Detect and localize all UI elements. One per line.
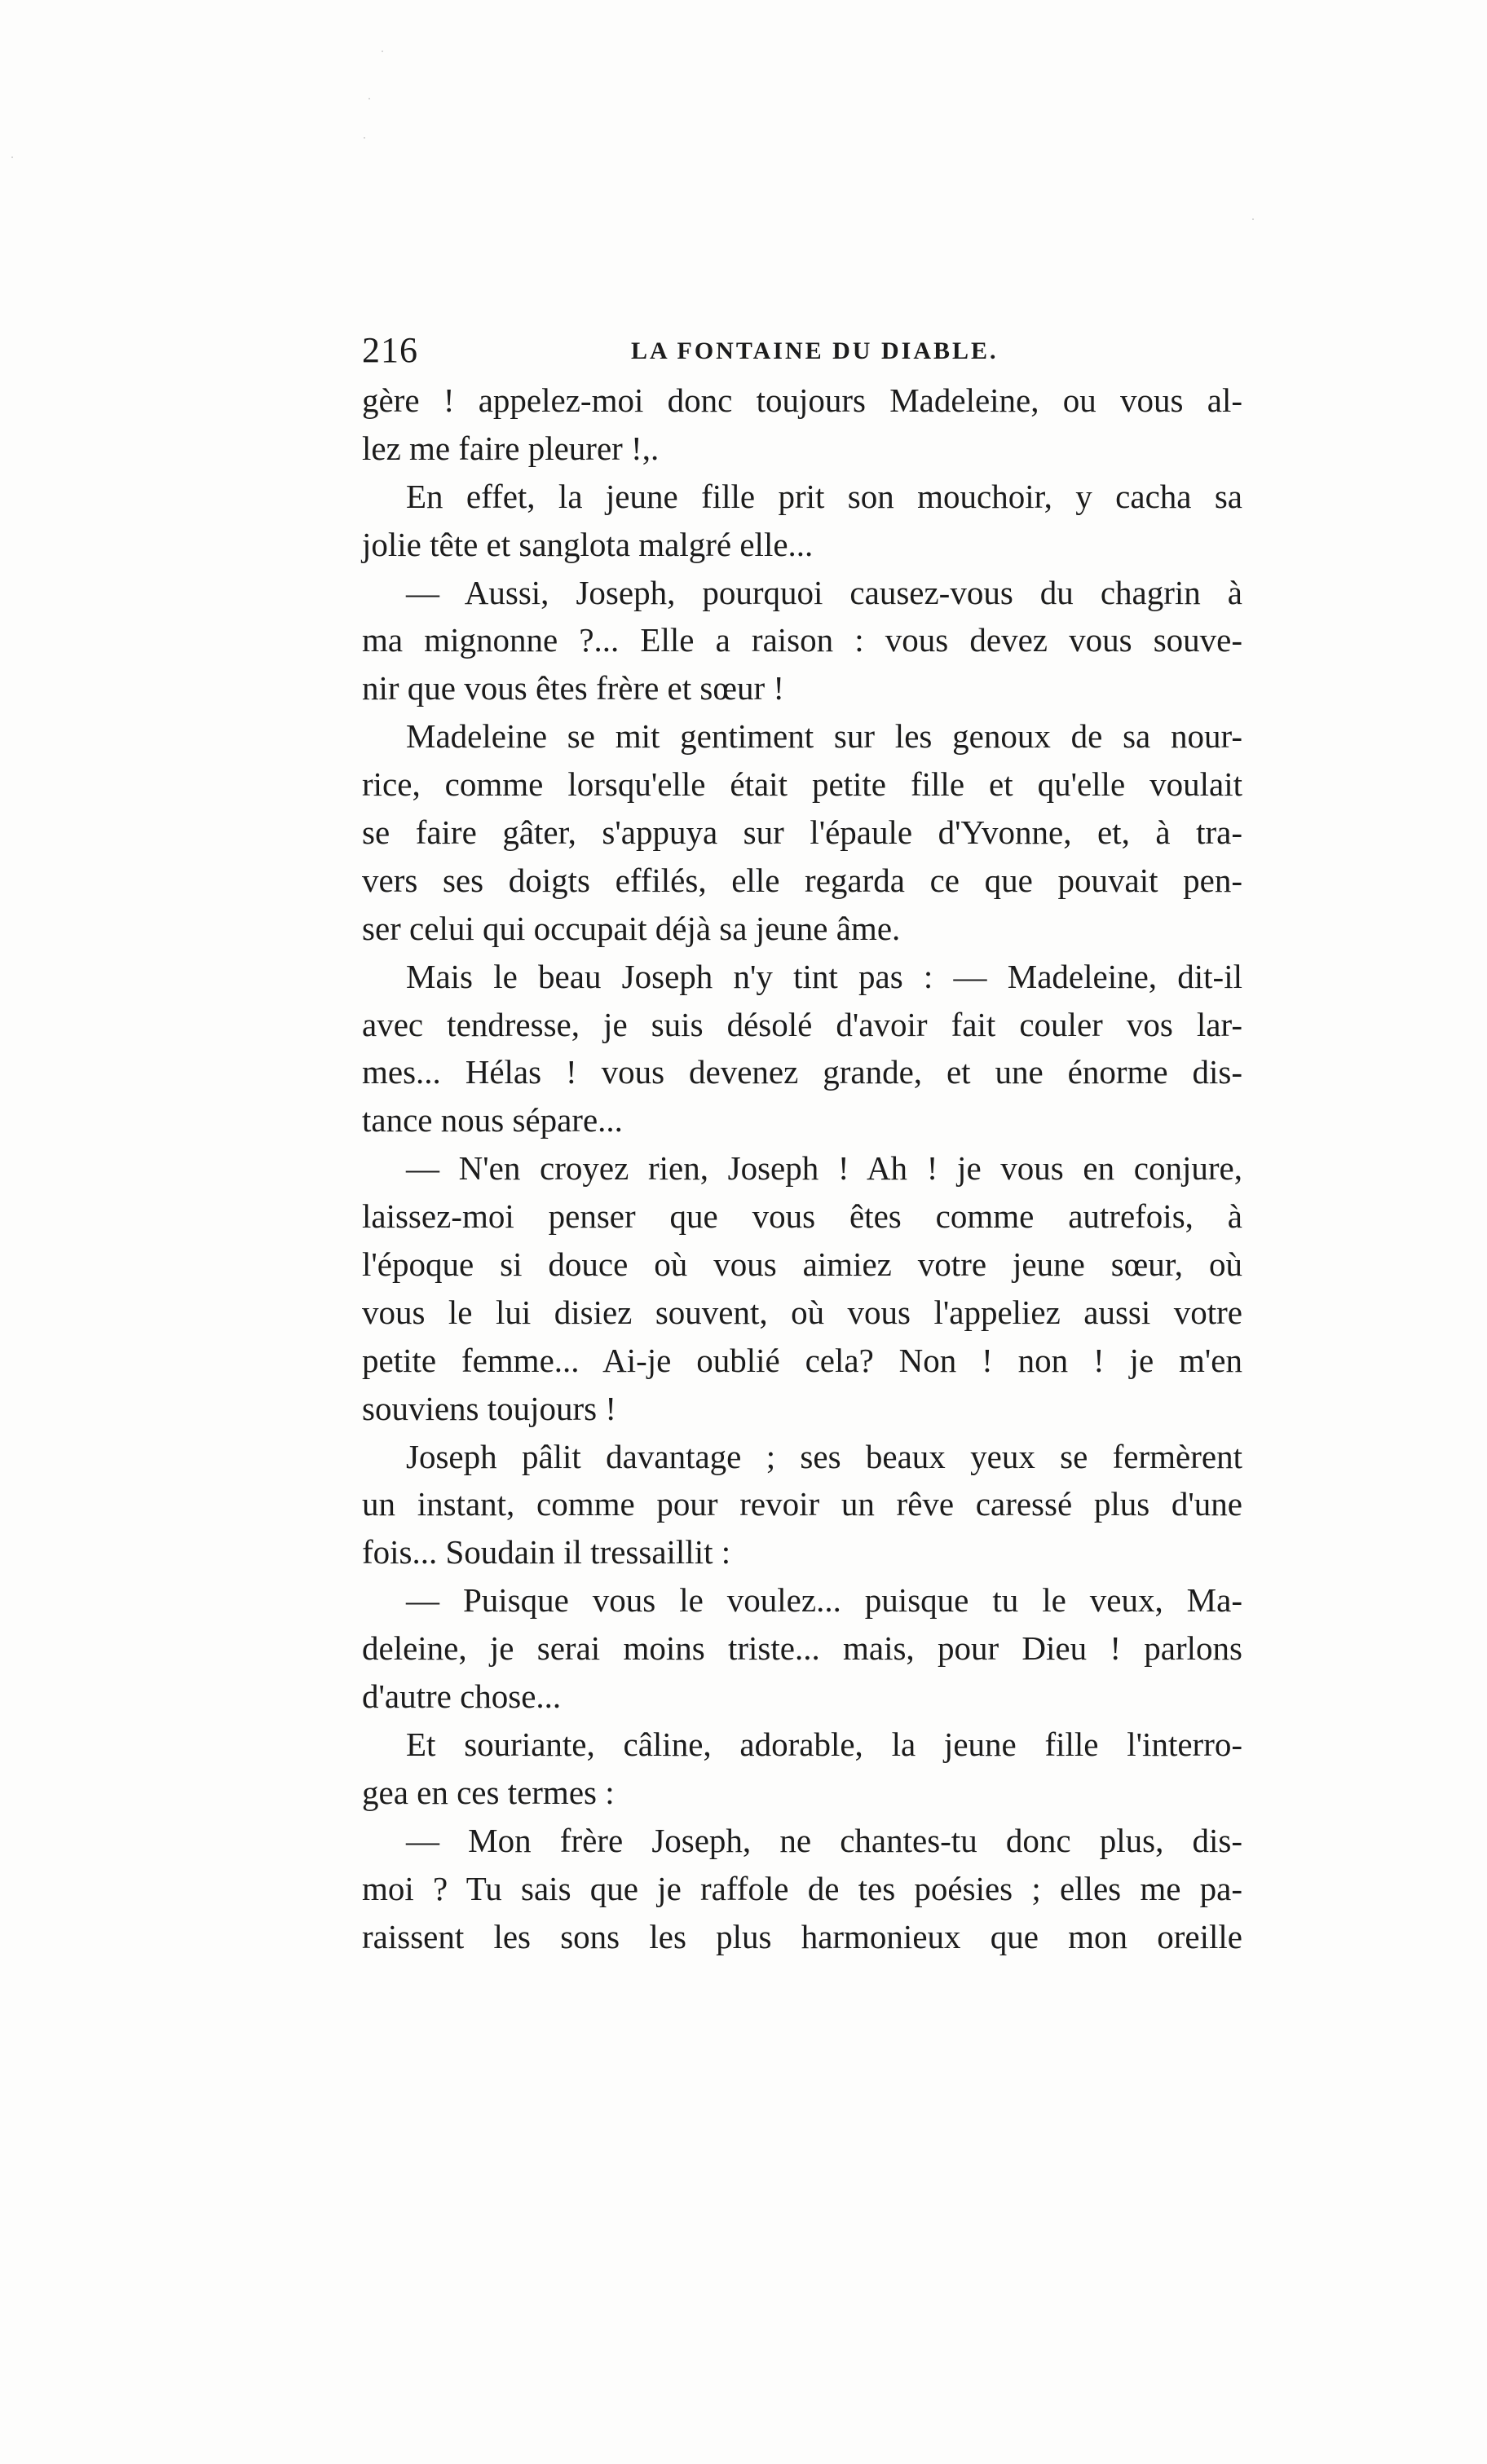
paper-speck	[1252, 218, 1254, 220]
running-title: LA FONTAINE DU DIABLE.	[631, 337, 999, 364]
text-line: vous le lui disiez souvent, où vous l'appeliez aussi votre	[362, 1293, 1242, 1331]
text-line: Joseph pâlit davantage ; ses beaux yeux se fermèrent	[406, 1437, 1242, 1475]
text-line: vers ses doigts effilés, elle regarda ce que pouvait pen-	[362, 861, 1242, 899]
text-line: un instant, comme pour revoir un rêve caressé plus d'une	[362, 1485, 1242, 1523]
text-line: Madeleine se mit gentiment sur les genoux de sa nour-	[406, 717, 1242, 756]
text-line: lez me faire pleurer !,.	[362, 429, 660, 467]
text-line: Mais le beau Joseph n'y tint pas : — Madeleine, dit-il	[406, 957, 1242, 995]
text-line: jolie tête et sanglota malgré elle...	[362, 525, 814, 563]
text-line: d'autre chose...	[362, 1677, 562, 1716]
text-line: l'époque si douce où vous aimiez votre jeune sœur, où	[362, 1245, 1242, 1284]
text-line: petite femme... Ai-je oublié cela? Non ! non ! je m'en	[362, 1341, 1242, 1379]
text-line: souviens toujours !	[362, 1389, 617, 1427]
text-line: nir que vous êtes frère et sœur !	[362, 669, 785, 707]
paper-speck	[368, 98, 370, 99]
page-number: 216	[362, 330, 418, 370]
text-line: laissez-moi penser que vous êtes comme autrefois, à	[362, 1197, 1242, 1236]
page-header	[362, 326, 1242, 375]
text-line: En effet, la jeune fille prit son mouchoir, y cacha sa	[406, 477, 1242, 515]
paper-speck	[364, 137, 365, 139]
text-line: — N'en croyez rien, Joseph ! Ah ! je vous en conjure,	[406, 1149, 1242, 1188]
text-line: ma mignonne ?... Elle a raison : vous devez vous souve-	[362, 621, 1242, 659]
text-line: se faire gâter, s'appuya sur l'épaule d'Yvonne, et, à tra-	[362, 813, 1242, 852]
text-line: Et souriante, câline, adorable, la jeune fille l'interro-	[406, 1725, 1242, 1763]
text-line: tance nous sépare...	[362, 1101, 623, 1139]
text-line: avec tendresse, je suis désolé d'avoir fait couler vos lar-	[362, 1005, 1242, 1043]
text-line: fois... Soudain il tressaillit :	[362, 1533, 731, 1571]
text-line: — Mon frère Joseph, ne chantes-tu donc plus, dis-	[406, 1821, 1242, 1859]
text-line: rice, comme lorsqu'elle était petite fille et qu'elle voulait	[362, 765, 1242, 804]
text-line: deleine, je serai moins triste... mais, pour Dieu ! parlons	[362, 1629, 1242, 1668]
text-line: mes... Hélas ! vous devenez grande, et une énorme dis-	[362, 1053, 1242, 1091]
text-line: — Aussi, Joseph, pourquoi causez-vous du chagrin à	[406, 573, 1242, 611]
text-line: gea en ces termes :	[362, 1773, 615, 1811]
text-line: ser celui qui occupait déjà sa jeune âme.	[362, 909, 901, 947]
paper-speck	[11, 156, 13, 158]
paper-speck	[382, 51, 383, 52]
body-text	[362, 377, 1242, 1960]
text-line: raissent les sons les plus harmonieux que mon oreille	[362, 1917, 1242, 1955]
text-line: moi ? Tu sais que je raffole de tes poésies ; elles me pa-	[362, 1869, 1242, 1907]
text-line: — Puisque vous le voulez... puisque tu le veux, Ma-	[406, 1581, 1242, 1620]
text-line: gère ! appelez-moi donc toujours Madeleine, ou vous al-	[362, 381, 1242, 419]
